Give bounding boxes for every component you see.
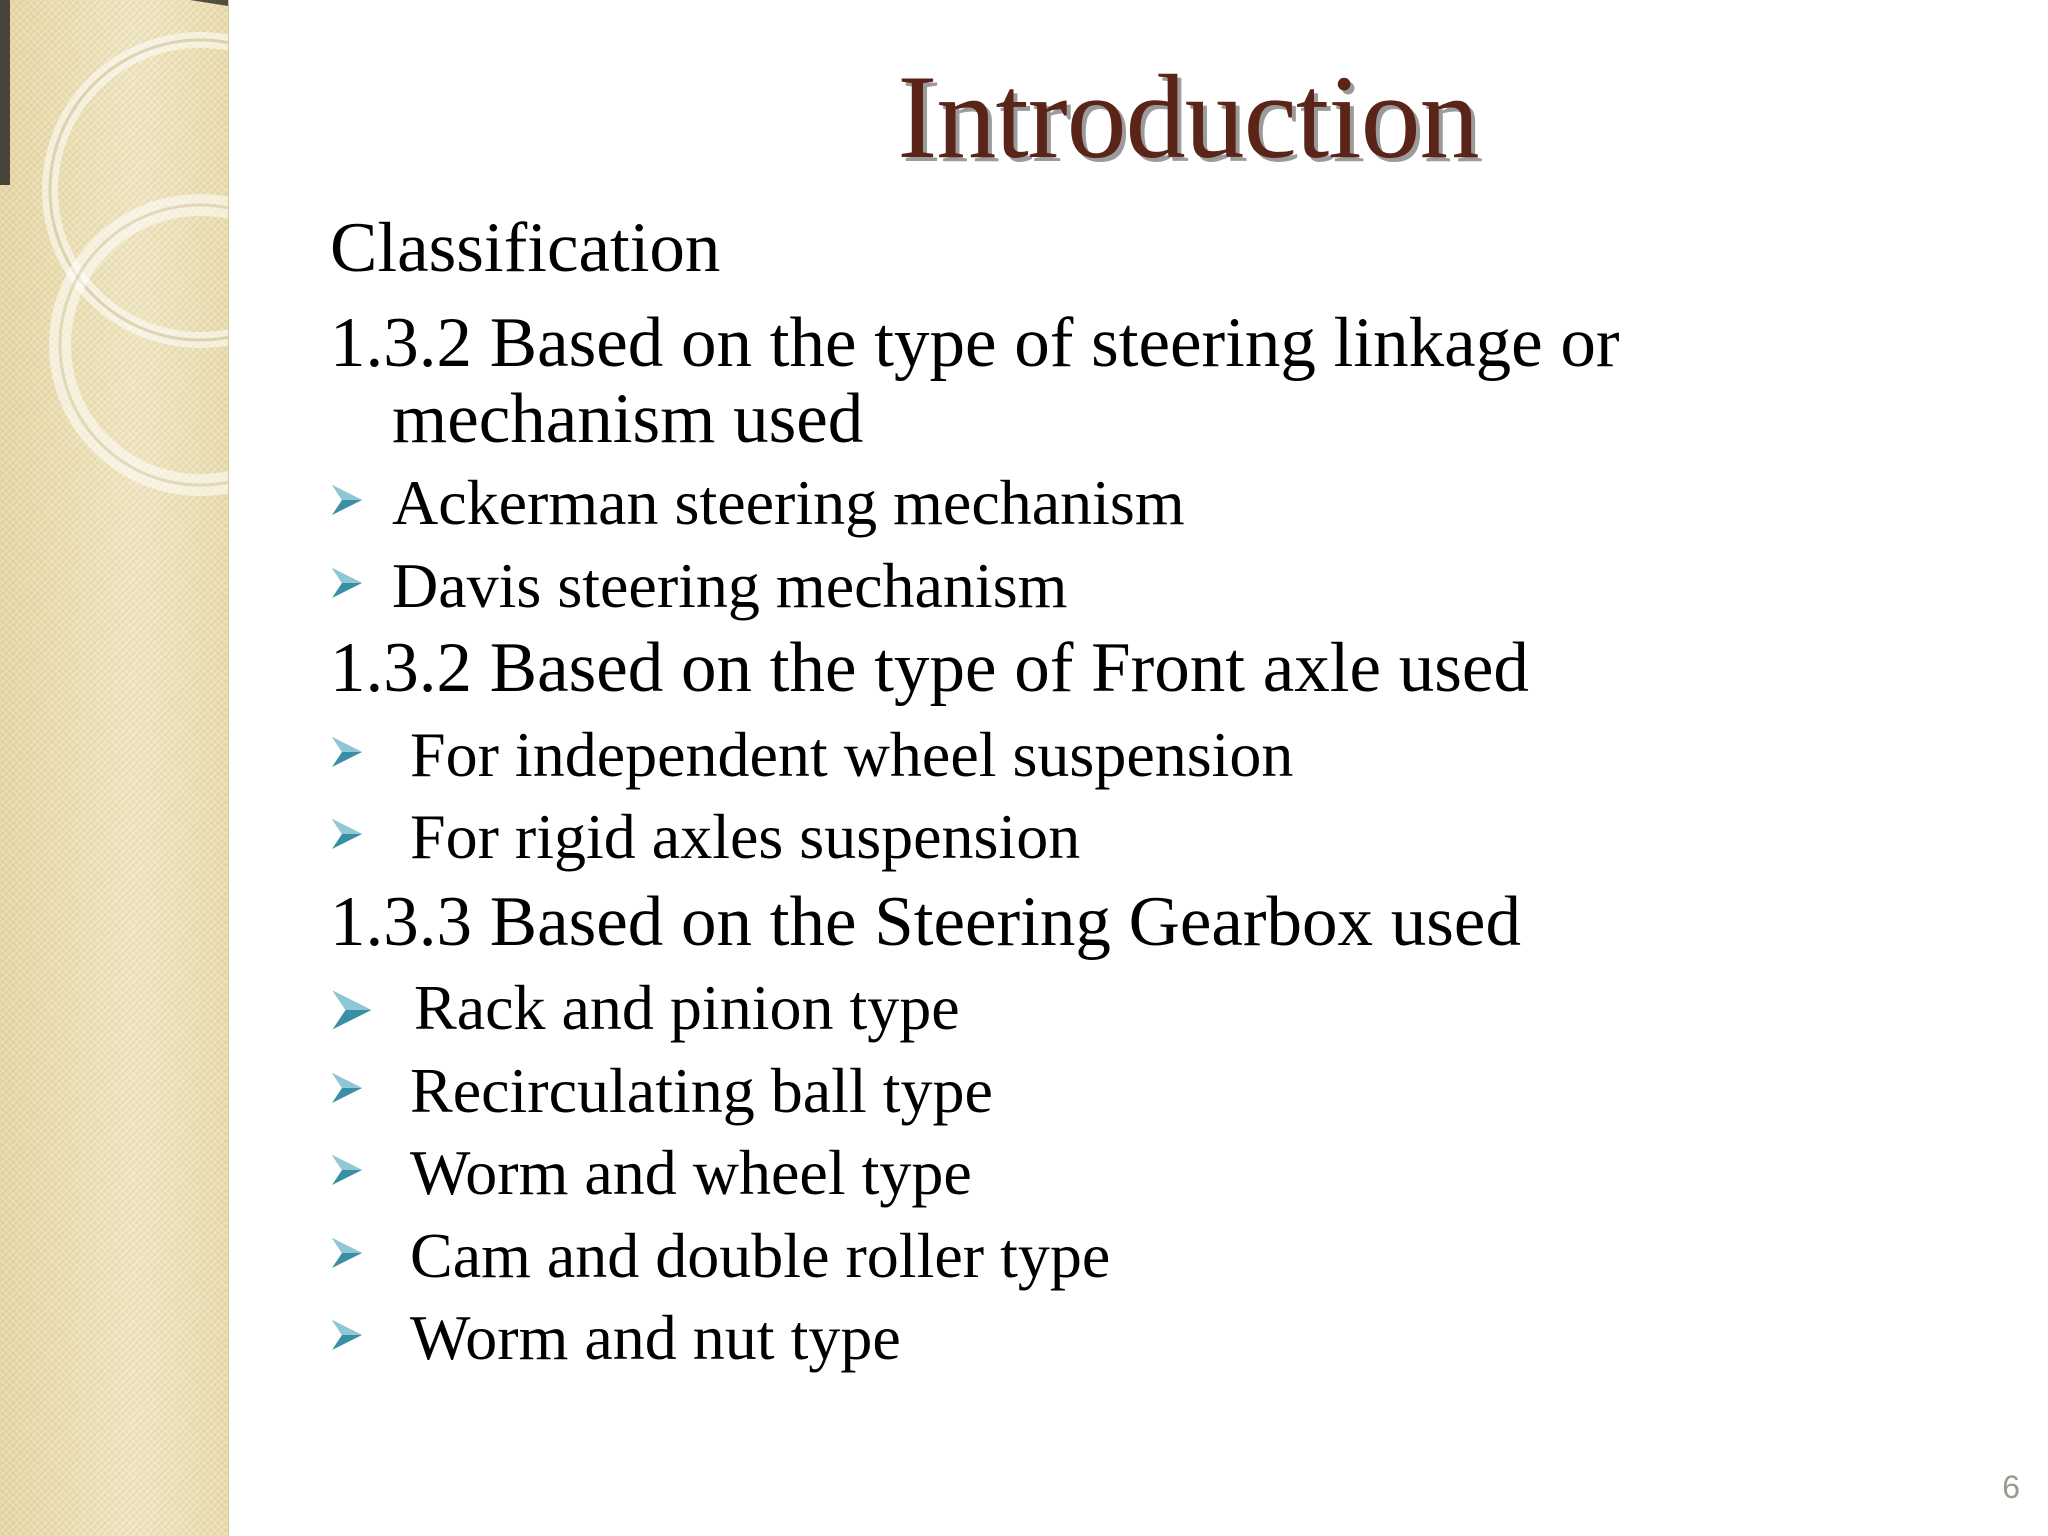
arrowhead-bullet-icon bbox=[330, 483, 392, 523]
list-item bbox=[330, 802, 1080, 872]
list-item-text: Davis steering mechanism bbox=[392, 550, 1068, 621]
list-item bbox=[330, 973, 960, 1043]
list-item bbox=[330, 551, 1067, 621]
list-item-text: For rigid axles suspension bbox=[410, 801, 1081, 872]
section-heading-linkage bbox=[330, 305, 1620, 457]
list-item bbox=[330, 1138, 972, 1208]
slide-title: Introduction bbox=[897, 50, 1479, 183]
classification-label: Classification bbox=[330, 209, 721, 287]
decorative-side-band bbox=[0, 0, 229, 1536]
ring-decoration bbox=[0, 0, 228, 520]
arrowhead-bullet-icon bbox=[330, 988, 392, 1028]
list-item bbox=[330, 1221, 1110, 1291]
arrowhead-bullet-icon bbox=[330, 1153, 392, 1193]
list-item-text: Rack and pinion type bbox=[414, 972, 960, 1043]
arrowhead-bullet-icon bbox=[330, 566, 392, 606]
section-heading-linkage-line1: 1.3.2 Based on the type of steering linkage or bbox=[330, 304, 1620, 382]
list-item bbox=[330, 1056, 993, 1126]
section-heading-front-axle: 1.3.2 Based on the type of Front axle used bbox=[330, 629, 1529, 707]
arrowhead-bullet-icon bbox=[330, 817, 392, 857]
arrowhead-bullet-icon bbox=[330, 1318, 392, 1358]
list-item-text: Worm and nut type bbox=[410, 1302, 901, 1373]
list-item-text: Recirculating ball type bbox=[410, 1055, 993, 1126]
arrowhead-bullet-icon bbox=[330, 1236, 392, 1276]
list-item bbox=[330, 720, 1293, 790]
list-item-text: Worm and wheel type bbox=[410, 1137, 972, 1208]
list-item bbox=[330, 1303, 901, 1373]
list-item-text: Ackerman steering mechanism bbox=[392, 467, 1185, 538]
section-heading-gearbox: 1.3.3 Based on the Steering Gearbox used bbox=[330, 883, 1521, 961]
list-item-text: Cam and double roller type bbox=[410, 1220, 1111, 1291]
page-number: 6 bbox=[2002, 1469, 2020, 1505]
list-item-text: For independent wheel suspension bbox=[410, 719, 1294, 790]
list-item bbox=[330, 468, 1185, 538]
arrowhead-bullet-icon bbox=[330, 735, 392, 775]
section-heading-linkage-line2: mechanism used bbox=[392, 380, 864, 458]
arrowhead-bullet-icon bbox=[330, 1071, 392, 1111]
